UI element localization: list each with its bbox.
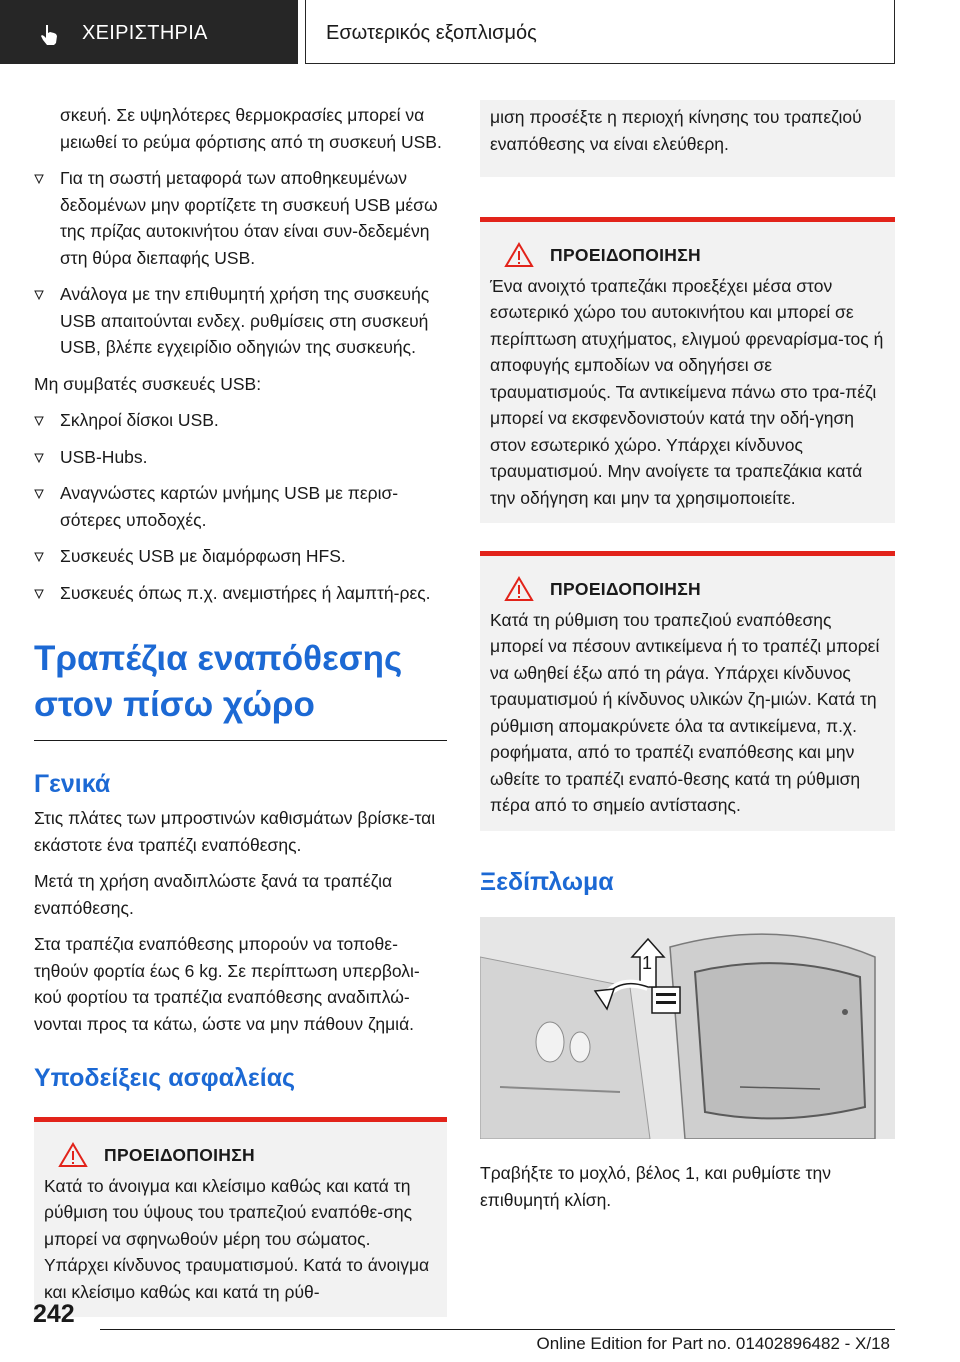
warning-title: ΠΡΟΕΙΔΟΠΟΙΗΣΗ bbox=[104, 1145, 255, 1165]
list-item: Ανάλογα με την επιθυμητή χρήση της συσκευής USB απαιτούνται ενδεχ. ρυθμίσεις στη συσκευή USB, βλέπε εγχειρίδιο οδηγιών της συσκευής. bbox=[34, 281, 447, 361]
left-column bbox=[34, 102, 447, 1335]
warning-text: Κατά το άνοιγμα και κλείσιμο καθώς και κατά τη ρύθμιση του ύψους του τραπεζιού εναπόθε-σης μπορεί να σφηνωθούν μέρη του σώματος. Υπάρχει κίνδυνος τραυματισμού. Κατά το άνοιγμα και κλείσιμο καθώς και κατά τη ρύθ- bbox=[44, 1175, 430, 1302]
triangle-bullet-icon bbox=[34, 589, 44, 599]
warning-triangle-icon bbox=[504, 242, 534, 268]
hand-pointer-icon bbox=[40, 24, 60, 46]
right-column bbox=[480, 102, 895, 1223]
general-paragraph: Στις πλάτες των μπροστινών καθισμάτων βρίσκε-ται εκάστοτε ένα τραπέζι εναπόθεσης. bbox=[34, 808, 436, 855]
triangle-bullet-icon bbox=[34, 174, 44, 184]
list-item: USB-Hubs. bbox=[34, 444, 447, 471]
warning-box bbox=[34, 1117, 447, 1317]
warning-box bbox=[480, 217, 895, 523]
intro-continuation: σκευή. Σε υψηλότερες θερμοκρασίες μπορεί να μειωθεί το ρεύμα φόρτισης από τη συσκευή USB. bbox=[60, 105, 442, 152]
heading-divider bbox=[34, 740, 447, 741]
general-paragraph: Στα τραπέζια εναπόθεσης μπορούν να τοποθε-τηθούν φορτία έως 6 kg. Σε περίπτωση υπερβολι-κού φορτίου τα τραπέζια εναπόθεσης αναδιπλώ-νονται προς τα κάτω, ώστε να μην πάθουν ζημιά. bbox=[34, 934, 420, 1034]
warning-title-row bbox=[490, 576, 885, 603]
seat-table-illustration bbox=[480, 917, 895, 1139]
footer-divider bbox=[100, 1329, 895, 1330]
list-item: Για τη σωστή μεταφορά των αποθηκευμένων δεδομένων μην φορτίζετε τη συσκευή USB μέσω της πρίζας αυτοκινήτου όταν είναι συν-δεδεμένη στη θύρα διεπαφής USB. bbox=[34, 165, 447, 271]
list-item: Αναγνώστες καρτών μνήμης USB με περισ-σότερες υποδοχές. bbox=[34, 480, 447, 533]
warning-title: ΠΡΟΕΙΔΟΠΟΙΗΣΗ bbox=[550, 579, 701, 599]
subheading-safety: Υποδείξεις ασφαλείας bbox=[34, 1064, 296, 1092]
subheading-unfold: Ξεδίπλωμα bbox=[480, 867, 614, 896]
list-item: Συσκευές USB με διαμόρφωση HFS. bbox=[34, 543, 447, 570]
warning-title: ΠΡΟΕΙΔΟΠΟΙΗΣΗ bbox=[550, 245, 701, 265]
section-title: Εσωτερικός εξοπλισμός bbox=[326, 22, 537, 44]
warning-triangle-icon bbox=[58, 1142, 88, 1168]
page-header bbox=[0, 0, 960, 66]
incompatible-devices-list bbox=[34, 407, 447, 606]
warning-text: Ένα ανοιχτό τραπεζάκι προεξέχει μέσα στον εσωτερικό χώρο του αυτοκινήτου και μπορεί σε περίπτωση ατυχήματος, ελιγμού φρεναρίσμα-τος ή αποφυγής εμποδίων να οδηγήσει σε τραυματισμούς. Τα αντικείμενα πάνω στο τρα-πέζι μπορεί να εκσφενδονιστούν κατά την οδή-γηση στον εσωτερικό χώρο. Υπάρχει κίνδυνος τραυματισμού. Μην ανοίγετε τα τραπεζάκια κατά την οδήγηση και μην τα χρησιμοποιείτε. bbox=[490, 275, 884, 508]
warning-continuation: μιση προσέξτε η περιοχή κίνησης του τραπεζιού εναπόθεσης να είναι ελεύθερη. bbox=[480, 100, 895, 177]
subheading-general: Γενικά bbox=[34, 770, 111, 798]
chapter-tab[interactable] bbox=[0, 0, 298, 64]
list-item: Σκληροί δίσκοι USB. bbox=[34, 407, 447, 434]
triangle-bullet-icon bbox=[34, 489, 44, 499]
section-heading: Τραπέζια εναπόθεσης στον πίσω χώρο bbox=[34, 639, 403, 724]
list-item: Συσκευές όπως π.χ. ανεμιστήρες ή λαμπτή-ρες. bbox=[34, 580, 447, 607]
edition-text: Online Edition for Part no. 01402896482 - X/18 bbox=[536, 1334, 890, 1353]
footer-edition bbox=[537, 1334, 890, 1354]
warning-title-row bbox=[490, 242, 885, 269]
triangle-bullet-icon bbox=[34, 290, 44, 300]
arrow-1-label: 1 bbox=[642, 952, 653, 973]
triangle-bullet-icon bbox=[34, 453, 44, 463]
general-paragraph: Μετά τη χρήση αναδιπλώστε ξανά τα τραπέζια εναπόθεσης. bbox=[34, 871, 393, 918]
triangle-bullet-icon bbox=[34, 416, 44, 426]
warning-triangle-icon bbox=[504, 576, 534, 602]
warning-title-row bbox=[44, 1142, 437, 1169]
incompatible-label: Μη συμβατές συσκευές USB: bbox=[34, 373, 262, 394]
triangle-bullet-icon bbox=[34, 552, 44, 562]
warning-box bbox=[480, 551, 895, 831]
section-title-box bbox=[305, 0, 895, 64]
chapter-tab-label: ΧΕΙΡΙΣΤΗΡΙΑ bbox=[82, 22, 208, 44]
usb-notes-list bbox=[34, 165, 447, 361]
figure-caption: Τραβήξτε το μοχλό, βέλος 1, και ρυθμίστε την επιθυμητή κλίση. bbox=[480, 1163, 831, 1210]
warning-text: Κατά τη ρύθμιση του τραπεζιού εναπόθεσης μπορεί να πέσουν αντικείμενα ή το τραπέζι μπορεί να ωθηθεί έξω από τη ράγα. Υπάρχει κίνδυνος τραυματισμού ή κίνδυνος υλικών ζη-μιών. Κατά τη ρύθμιση απομακρύνετε όλα τα αντικείμενα, π.χ. ροφήματα, από το τραπέζι εναπόθεσης και μην ωθείτε το τραπέζι εναπό-θεσης κατά τη ρύθμιση πέρα από το σημείο αντίστασης. bbox=[490, 609, 880, 815]
page-number: 242 bbox=[33, 1300, 75, 1328]
